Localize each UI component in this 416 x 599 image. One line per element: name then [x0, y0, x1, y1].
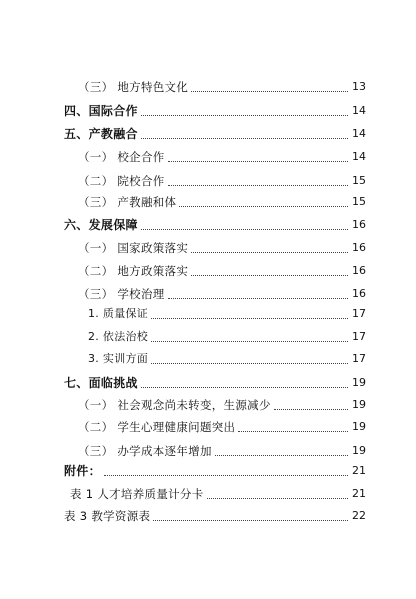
- toc-entry-label: 六、发展保障: [64, 218, 138, 232]
- toc-leader-dots: [215, 454, 348, 456]
- toc-entry[interactable]: [0, 441, 416, 461]
- toc-entry-label: 四、国际合作: [64, 104, 138, 118]
- toc-entry[interactable]: [0, 261, 416, 281]
- toc-page-number: 17: [352, 307, 366, 320]
- toc-leader-dots: [191, 251, 348, 253]
- toc-leader-dots: [151, 362, 348, 364]
- toc-entry-label: （一） 国家政策落实: [78, 241, 189, 255]
- toc-entry[interactable]: [0, 77, 416, 97]
- toc-leader-dots: [151, 340, 348, 342]
- toc-leader-dots: [141, 114, 348, 116]
- toc-entry[interactable]: [0, 171, 416, 191]
- toc-entry[interactable]: [0, 373, 416, 393]
- toc-entry-label: （一） 校企合作: [78, 150, 165, 164]
- toc-entry[interactable]: [0, 417, 416, 437]
- toc-page-number: 19: [352, 444, 366, 457]
- toc-leader-dots: [141, 137, 348, 139]
- toc-entry[interactable]: [0, 124, 416, 144]
- toc-page-number: 19: [352, 398, 366, 411]
- toc-page-number: 13: [352, 80, 366, 93]
- toc-entry-label: 七、面临挑战: [64, 376, 138, 390]
- toc-page-number: 16: [352, 264, 366, 277]
- toc-page-number: 17: [352, 352, 366, 365]
- toc-page-number: 15: [352, 174, 366, 187]
- toc-entry[interactable]: [0, 284, 416, 304]
- toc-leader-dots: [274, 408, 348, 410]
- toc-entry-label: 表 3 教学资源表: [64, 509, 151, 523]
- toc-entry[interactable]: [0, 395, 416, 415]
- toc-entry-label: （三） 地方特色文化: [78, 80, 189, 94]
- toc-entry[interactable]: [0, 147, 416, 167]
- toc-leader-dots: [168, 297, 348, 299]
- toc-leader-dots: [191, 274, 348, 276]
- toc-page-number: 14: [352, 127, 366, 140]
- toc-leader-dots: [141, 228, 348, 230]
- toc-entry-label: （三） 产教融和体: [78, 195, 177, 209]
- toc-entry-label: （三） 学校治理: [78, 287, 165, 301]
- toc-page-number: 16: [352, 287, 366, 300]
- toc-page-number: 19: [352, 376, 366, 389]
- toc-entry-label: 3. 实训方面: [88, 352, 149, 365]
- toc-entry[interactable]: [0, 304, 416, 324]
- toc-page-number: 21: [352, 487, 366, 500]
- toc-entry[interactable]: [0, 461, 416, 481]
- toc-entry[interactable]: [0, 484, 416, 504]
- toc-entry[interactable]: [0, 238, 416, 258]
- toc-entry-label: （二） 地方政策落实: [78, 264, 189, 278]
- toc-leader-dots: [238, 430, 348, 432]
- toc-page-number: 16: [352, 241, 366, 254]
- toc-entry-label: （二） 学生心理健康问题突出: [78, 420, 236, 434]
- toc-page-number: 21: [352, 464, 366, 477]
- toc-page-number: 17: [352, 330, 366, 343]
- toc-page-number: 14: [352, 104, 366, 117]
- toc-entry-label: （三） 办学成本逐年增加: [78, 444, 212, 458]
- toc-entry-label: 2. 依法治校: [88, 330, 149, 343]
- toc-page-number: 19: [352, 420, 366, 433]
- toc-leader-dots: [179, 205, 348, 207]
- toc-entry-label: 1. 质量保证: [88, 307, 149, 320]
- toc-leader-dots: [191, 90, 348, 92]
- toc-leader-dots: [168, 184, 348, 186]
- toc-entry-label: （一） 社会观念尚未转变，生源减少: [78, 398, 271, 412]
- toc-entry[interactable]: [0, 506, 416, 526]
- toc-page-number: 14: [352, 150, 366, 163]
- toc-page-number: 16: [352, 218, 366, 231]
- toc-leader-dots: [207, 497, 348, 499]
- toc-leader-dots: [151, 317, 348, 319]
- toc-leader-dots: [168, 160, 348, 162]
- toc-entry[interactable]: [0, 215, 416, 235]
- toc-entry[interactable]: [0, 192, 416, 212]
- toc-entry-label: （二） 院校合作: [78, 174, 165, 188]
- toc-entry-label: 附件：: [64, 464, 101, 478]
- toc-entry-label: 五、产教融合: [64, 127, 138, 141]
- toc-entry-label: 表 1 人才培养质量计分卡: [70, 487, 204, 501]
- toc-leader-dots: [153, 519, 348, 521]
- toc-entry[interactable]: [0, 327, 416, 347]
- toc-entry[interactable]: [0, 349, 416, 369]
- toc-leader-dots: [104, 474, 348, 476]
- toc-entry[interactable]: [0, 101, 416, 121]
- toc-page-number: 15: [352, 195, 366, 208]
- toc-leader-dots: [141, 386, 348, 388]
- toc-page-number: 22: [352, 509, 366, 522]
